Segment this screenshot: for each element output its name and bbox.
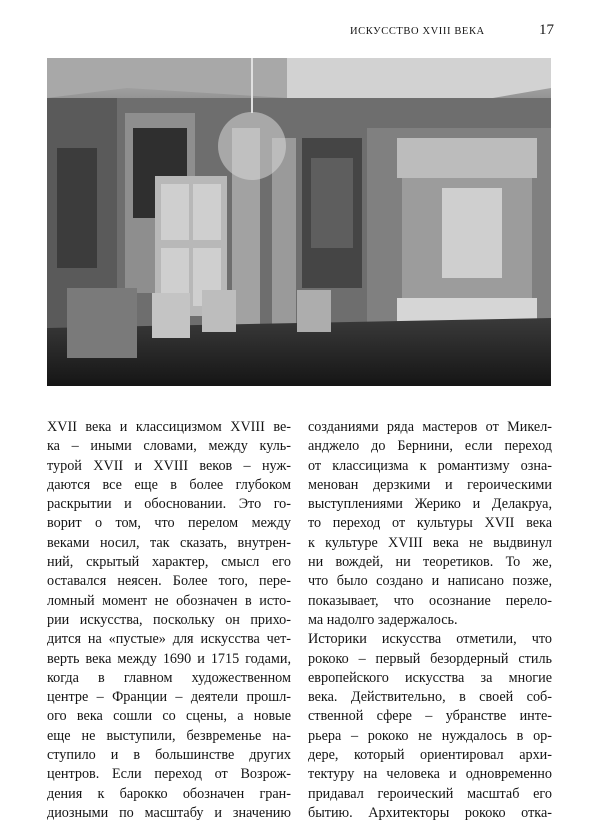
text-line: рьера – рококо не нуждалось в ор-	[308, 727, 552, 744]
rococo-bedroom-photo	[47, 58, 551, 386]
text-line: ка – иными словами, между куль-	[47, 438, 291, 455]
text-line: что было создано и написано позже,	[308, 573, 552, 590]
text-line: от классицизма к романтизму озна-	[308, 457, 552, 474]
text-line: европейского искусства за многие	[308, 669, 552, 686]
text-line: турой XVII и XVIII веков – нуж-	[47, 457, 291, 474]
section-title: ИСКУССТВО XVIII ВЕКА	[350, 26, 485, 37]
text-line: когда в главном художественном	[47, 669, 291, 686]
text-line: ма надолго задержалось.	[308, 611, 458, 628]
text-column-left	[47, 418, 291, 823]
text-line: раскрытии и обосновании. Это го-	[47, 496, 291, 513]
text-line: диозными по масштабу и значению	[47, 804, 291, 821]
text-line: ого века сошли со сцены, а новые	[47, 708, 291, 725]
text-line: ступило и в большинстве других	[47, 747, 291, 764]
text-line: бытию. Архитекторы рококо отка-	[308, 804, 552, 821]
text-line: оставался неясен. Более того, пере-	[47, 573, 291, 590]
text-line: ни вождей, ни теоретиков. То же,	[308, 554, 552, 571]
text-line: дится на «пустые» для искусства чет-	[47, 631, 291, 648]
text-line: ворит о том, что перелом между	[47, 515, 291, 532]
text-line: XVII века и классицизмом XVIII ве-	[47, 419, 291, 435]
text-line: века. Действительно, в своей соб-	[308, 689, 552, 706]
page-number: 17	[539, 22, 554, 38]
text-line: тектуру на человека и одновременно	[308, 766, 552, 783]
text-line: выступлениями Жерико и Делакруа,	[308, 496, 552, 513]
text-line: менован дерзкими и героическими	[308, 476, 552, 493]
text-line: ний, скрытый характер, смысл его	[47, 554, 291, 571]
text-line: центре – Франции – деятели прошл-	[47, 689, 291, 706]
text-line: веками носил, так сказать, внутрен-	[47, 534, 291, 551]
text-line: центров. Если переход от Возрож-	[47, 766, 291, 783]
rococo-bedroom-photo-icon	[47, 58, 551, 386]
text-line: то переход от культуры XVII века	[308, 515, 552, 532]
text-line: показывает, что осознание перело-	[308, 592, 552, 609]
text-line: рококо – первый безордерный стиль	[308, 650, 552, 667]
text-line: к культуре XVIII века не выдвинул	[308, 534, 552, 551]
text-line: ломный момент не обозначен в исто-	[47, 592, 291, 609]
text-line: анджело до Бернини, если переход	[308, 438, 552, 455]
text-line: верть века между 1690 и 1715 годами,	[47, 650, 291, 667]
text-column-right	[308, 418, 552, 823]
text-line: даются все еще в более глубоком	[47, 476, 291, 493]
text-line: ственной сфере – убранстве инте-	[308, 708, 552, 725]
text-line: Историки искусства отметили, что	[308, 631, 552, 648]
text-line: еще не выступили, безвременье на-	[47, 727, 291, 744]
running-head	[350, 22, 554, 42]
text-line: дере, который ориентировал архи-	[308, 747, 552, 764]
text-line: рии искусства, поскольку он прихо-	[47, 611, 291, 628]
text-line: дения к барокко обозначен гран-	[47, 785, 291, 802]
text-line: придавал героический масштаб его	[308, 785, 552, 802]
text-line: созданиями ряда мастеров от Микел-	[308, 419, 552, 435]
